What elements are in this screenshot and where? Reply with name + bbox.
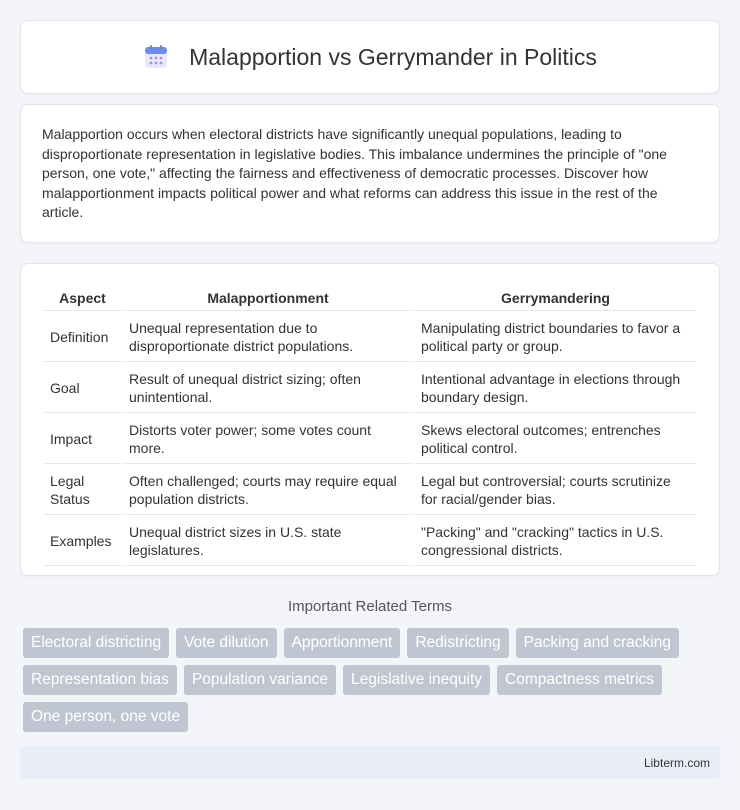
header-malapportionment: Malapportionment [123, 286, 413, 311]
row-aspect: Definition [44, 313, 121, 362]
row-gerrymandering: Intentional advantage in elections through boundary design. [415, 364, 696, 413]
row-aspect: Legal Status [44, 466, 121, 515]
term-tag[interactable]: Legislative inequity [343, 665, 490, 695]
intro-card [20, 104, 720, 243]
row-malapportionment: Unequal representation due to disproportionate district populations. [123, 313, 413, 362]
row-gerrymandering: Skews electoral outcomes; entrenches political control. [415, 415, 696, 464]
header-gerrymandering: Gerrymandering [415, 286, 696, 311]
comparison-table-card [20, 263, 720, 576]
term-tag[interactable]: Redistricting [407, 628, 508, 658]
term-tag[interactable]: Electoral districting [23, 628, 169, 658]
term-tag[interactable]: Apportionment [284, 628, 401, 658]
row-aspect: Examples [44, 517, 121, 566]
table-row [44, 364, 696, 413]
header-aspect: Aspect [44, 286, 121, 311]
table-header-row [44, 286, 696, 311]
table-row [44, 466, 696, 515]
row-gerrymandering: "Packing" and "cracking" tactics in U.S. congressional districts. [415, 517, 696, 566]
term-tag[interactable]: Packing and cracking [516, 628, 679, 658]
row-aspect: Goal [44, 364, 121, 413]
footer-site-link[interactable]: Libterm.com [643, 756, 710, 770]
intro-text: Malapportion occurs when electoral districts have significantly unequal populations, leading to disproportionate representation in legislative bodies. This imbalance undermines the principle of "one person, one vote," affecting the fairness and effectiveness of democratic processes. Discover how malapportionment impacts political power and what reforms can address this issue in the rest of the article. [42, 126, 667, 221]
row-aspect: Impact [44, 415, 121, 464]
row-malapportionment: Often challenged; courts may require equal population districts. [123, 466, 413, 515]
table-row [44, 517, 696, 566]
term-tag[interactable]: One person, one vote [23, 702, 188, 732]
calendar-icon [143, 44, 169, 70]
row-malapportionment: Result of unequal district sizing; often unintentional. [123, 364, 413, 413]
related-terms-title: Important Related Terms [288, 598, 452, 615]
term-tag[interactable]: Compactness metrics [497, 665, 662, 695]
row-malapportionment: Unequal district sizes in U.S. state legislatures. [123, 517, 413, 566]
table-row [44, 415, 696, 464]
comparison-table [42, 284, 698, 568]
row-gerrymandering: Manipulating district boundaries to favor a political party or group. [415, 313, 696, 362]
term-tag[interactable]: Population variance [184, 665, 336, 695]
term-tag[interactable]: Representation bias [23, 665, 177, 695]
header-card [20, 20, 720, 94]
row-malapportionment: Distorts voter power; some votes count more. [123, 415, 413, 464]
footer [20, 746, 720, 779]
table-row [44, 313, 696, 362]
page-title: Malapportion vs Gerrymander in Politics [189, 43, 597, 70]
related-terms-list [23, 628, 723, 732]
term-tag[interactable]: Vote dilution [176, 628, 276, 658]
row-gerrymandering: Legal but controversial; courts scrutinize for racial/gender bias. [415, 466, 696, 515]
